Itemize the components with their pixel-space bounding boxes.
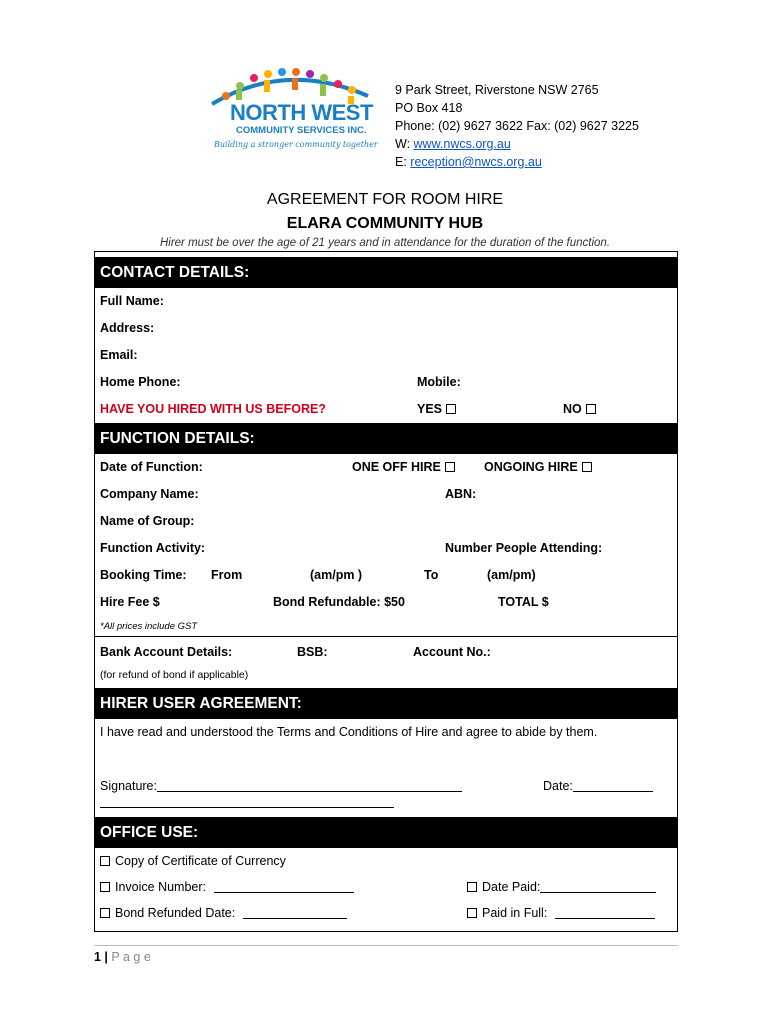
paid-in-full-label: Paid in Full: [482, 906, 548, 920]
doc-title: AGREEMENT FOR ROOM HIRE [266, 191, 504, 208]
web-prefix: W: [395, 137, 414, 151]
bond-refunded-option[interactable] [100, 906, 347, 920]
certificate-checkbox[interactable] [100, 856, 110, 866]
logo-sub: COMMUNITY SERVICES INC. [236, 125, 367, 136]
paid-in-full-line[interactable] [555, 907, 655, 919]
web-link[interactable]: www.nwcs.org.au [413, 137, 511, 151]
date-paid-line[interactable] [540, 881, 656, 893]
gst-note: *All prices include GST [100, 621, 198, 632]
agreement-date-label: Date: [543, 779, 573, 793]
hire-fee-label: Hire Fee $ [100, 595, 160, 609]
age-note: Hirer must be over the age of 21 years and in attendance for the duration of the function. [159, 237, 611, 249]
email-label: Email: [100, 348, 138, 362]
certificate-label: Copy of Certificate of Currency [115, 854, 286, 868]
bond-refund-note: (for refund of bond if applicable) [100, 669, 249, 681]
from-label: From [211, 568, 243, 582]
one-off-label: ONE OFF HIRE [352, 460, 441, 474]
logo-tagline: Building a stronger community together [214, 140, 378, 149]
org-address-line2: PO Box 418 [395, 101, 463, 115]
total-label: TOTAL $ [498, 595, 549, 609]
no-checkbox[interactable] [586, 404, 596, 414]
yes-option[interactable] [417, 402, 456, 416]
org-phone: Phone: (02) 9627 3622 Fax: (02) 9627 3225 [395, 119, 639, 133]
invoice-option[interactable] [100, 880, 354, 894]
org-web [395, 137, 511, 151]
invoice-line[interactable] [214, 881, 354, 893]
agreement-date-row [543, 779, 653, 793]
agreement-statement: I have read and understood the Terms and Conditions of Hire and agree to abide by them. [100, 725, 598, 739]
yes-checkbox[interactable] [446, 404, 456, 414]
home-phone-label: Home Phone: [100, 375, 181, 389]
ampm-from-label: (am/pm ) [310, 568, 363, 582]
email-link[interactable]: reception@nwcs.org.au [410, 155, 542, 169]
agreement-date-line[interactable] [573, 780, 653, 792]
invoice-label: Invoice Number: [115, 880, 207, 894]
signature-row [100, 779, 462, 793]
ongoing-checkbox[interactable] [582, 462, 592, 472]
org-address-line1: 9 Park Street, Riverstone NSW 2765 [395, 83, 599, 97]
org-logo [206, 66, 378, 154]
account-label: Account No.: [413, 645, 491, 659]
ampm-to-label: (am/pm) [487, 568, 536, 582]
page-word: P a g e [111, 950, 151, 964]
date-paid-checkbox[interactable] [467, 882, 477, 892]
divider [94, 636, 678, 637]
bsb-label: BSB: [297, 645, 328, 659]
bond-label: Bond Refundable: $50 [273, 595, 405, 609]
paid-in-full-option[interactable] [467, 906, 655, 920]
ongoing-option[interactable] [484, 460, 592, 474]
page-sep: | [100, 950, 112, 964]
date-paid-option[interactable] [467, 880, 656, 894]
signature-line[interactable] [157, 780, 462, 792]
bond-refunded-checkbox[interactable] [100, 908, 110, 918]
invoice-checkbox[interactable] [100, 882, 110, 892]
to-label: To [424, 568, 439, 582]
one-off-checkbox[interactable] [445, 462, 455, 472]
bank-label: Bank Account Details: [100, 645, 233, 659]
agreement-header: HIRER USER AGREEMENT: [94, 688, 678, 719]
one-off-option[interactable] [352, 460, 455, 474]
function-header: FUNCTION DETAILS: [94, 423, 678, 454]
page-footer [94, 950, 151, 964]
certificate-option[interactable] [100, 854, 286, 868]
logo-name: NORTH WEST [230, 100, 373, 125]
bond-refunded-line[interactable] [243, 907, 347, 919]
contact-header: CONTACT DETAILS: [94, 257, 678, 288]
company-label: Company Name: [100, 487, 199, 501]
mobile-label: Mobile: [417, 375, 461, 389]
bond-refunded-label: Bond Refunded Date: [115, 906, 236, 920]
signature-line-2[interactable] [100, 796, 394, 808]
footer-divider [94, 945, 678, 946]
hired-before-label: HAVE YOU HIRED WITH US BEFORE? [100, 402, 326, 416]
office-header: OFFICE USE: [94, 817, 678, 848]
people-label: Number People Attending: [445, 541, 603, 555]
ongoing-label: ONGOING HIRE [484, 460, 578, 474]
no-label: NO [563, 402, 582, 416]
yes-label: YES [417, 402, 443, 416]
no-option[interactable] [563, 402, 596, 416]
activity-label: Function Activity: [100, 541, 206, 555]
email-prefix: E: [395, 155, 411, 169]
signature-label: Signature: [100, 779, 157, 793]
full-name-label: Full Name: [100, 294, 164, 308]
booking-label: Booking Time: [100, 568, 187, 582]
date-of-function-label: Date of Function: [100, 460, 203, 474]
doc-subtitle: ELARA COMMUNITY HUB [286, 215, 484, 232]
group-label: Name of Group: [100, 514, 195, 528]
date-paid-label: Date Paid: [482, 880, 541, 894]
page-number: 1 [94, 950, 101, 964]
org-email [395, 155, 542, 169]
address-label: Address: [100, 321, 155, 335]
abn-label: ABN: [445, 487, 477, 501]
paid-in-full-checkbox[interactable] [467, 908, 477, 918]
